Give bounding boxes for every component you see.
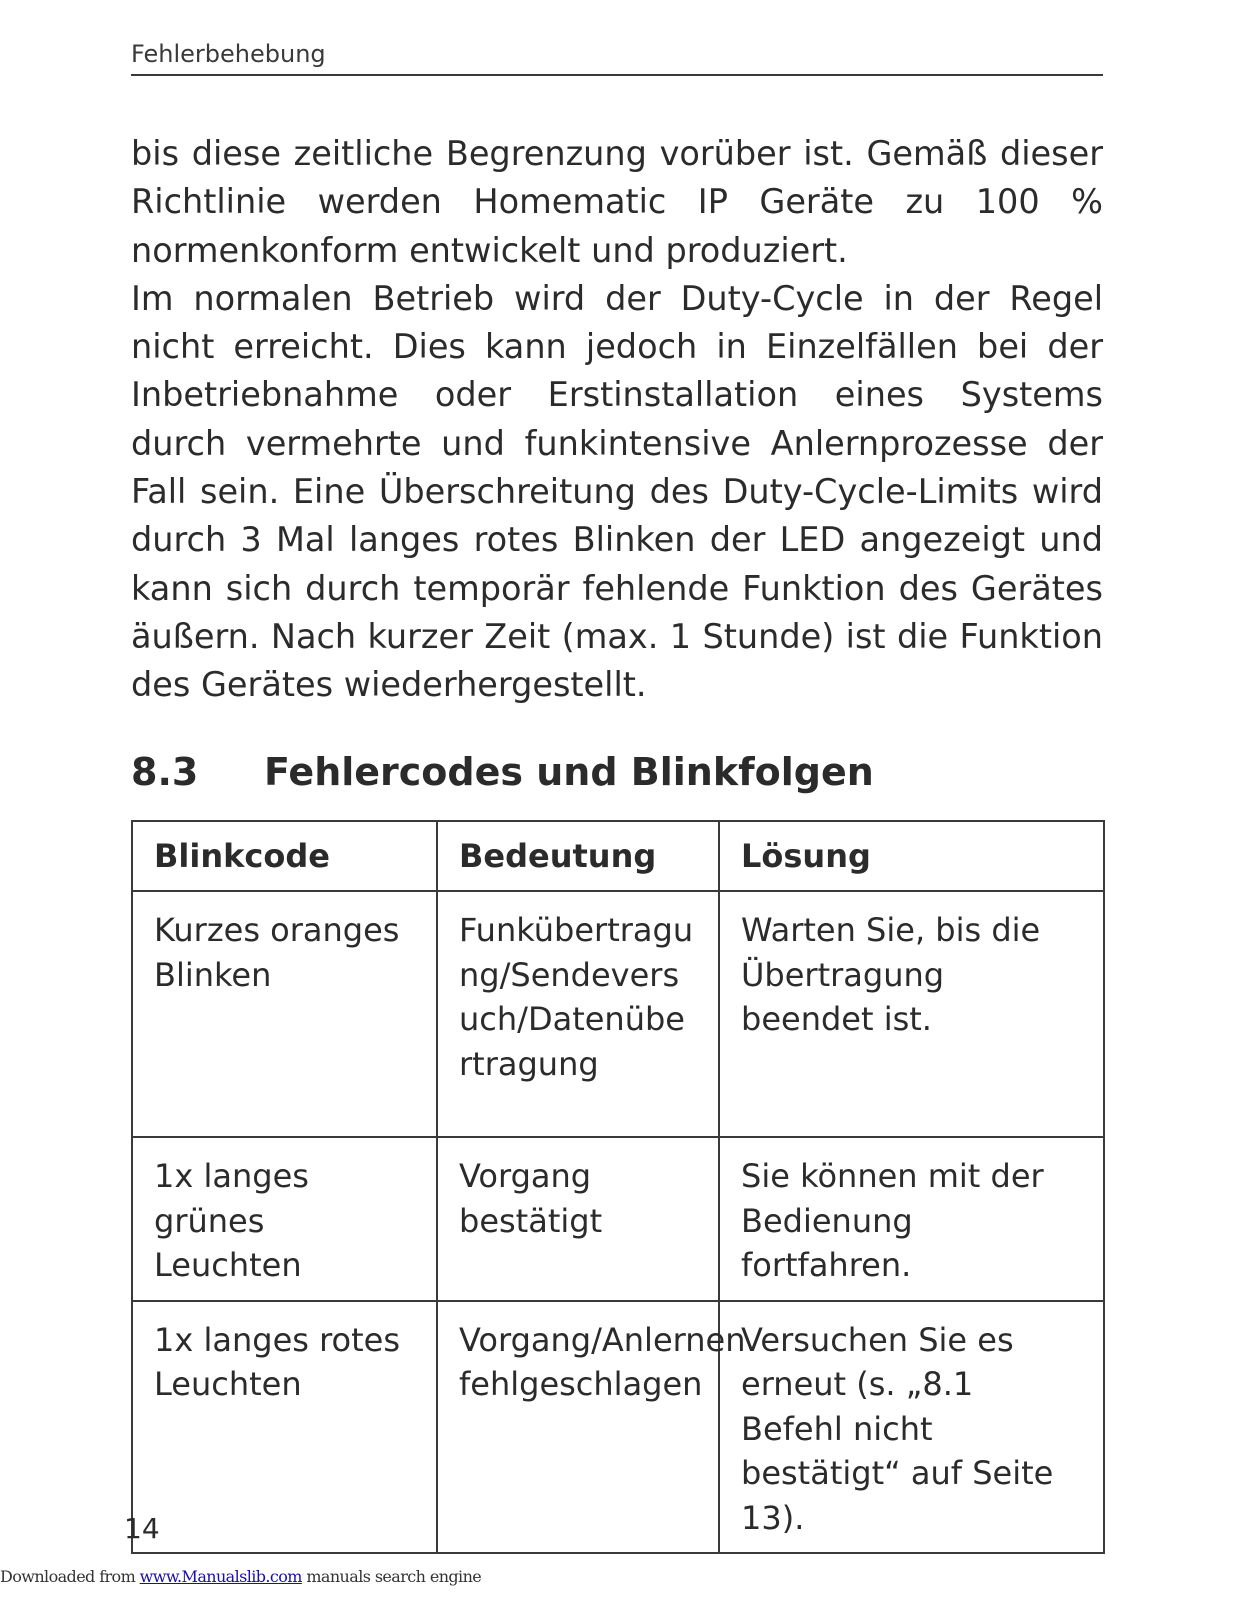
- column-header-blinkcode: Blinkcode: [132, 821, 437, 891]
- column-header-bedeutung: Bedeutung: [437, 821, 719, 891]
- download-suffix: manuals search engine: [301, 1567, 482, 1586]
- column-header-loesung: Lösung: [719, 821, 1104, 891]
- table-row: [132, 891, 1104, 1137]
- running-header-title: Fehlerbehebung: [131, 40, 326, 68]
- body-text: [131, 130, 1103, 710]
- cell-bedeutung-text: Funkübertragung/Sendeversuch/Datenübertragung: [459, 911, 694, 1083]
- cell-blinkcode: 1x langes grünes Leuchten: [132, 1137, 437, 1301]
- cell-bedeutung: Vorgang/Anlernen fehlgeschlagen: [437, 1301, 719, 1554]
- body-paragraph: Im normalen Betrieb wird der Duty-Cycle in der Regel nicht erreicht. Dies kann jedoch in Einzelfällen bei der Inbetriebnahme oder Erstinstallation eines Systems durch vermehrte und funkintensive Anlernprozesse der Fall sein. Eine Überschreitung des Duty-Cycle-Limits wird durch 3 Mal langes rotes Blinken der LED angezeigt und kann sich durch temporär fehlende Funktion des Gerätes äußern. Nach kurzer Zeit (max. 1 Stunde) ist die Funktion des Gerätes wiederhergestellt.: [131, 278, 1103, 705]
- cell-bedeutung: [437, 891, 719, 1137]
- cell-bedeutung: Vorgang bestätigt: [437, 1137, 719, 1301]
- running-header: [131, 42, 1103, 76]
- manualslib-link[interactable]: www.Manualslib.com: [139, 1567, 302, 1586]
- cell-loesung: Sie können mit der Bedienung fortfahren.: [719, 1137, 1104, 1301]
- blink-code-table: [131, 820, 1105, 1554]
- section-number: 8.3: [131, 750, 199, 794]
- section-title: Fehlercodes und Blinkfolgen: [264, 750, 874, 794]
- download-prefix: Downloaded from: [0, 1567, 140, 1586]
- cell-loesung: Versuchen Sie es erneut (s. „8.1 Befehl nicht bestätigt“ auf Seite 13).: [719, 1301, 1104, 1554]
- cell-blinkcode: 1x langes rotes Leuchten: [132, 1301, 437, 1554]
- table-row: [132, 1301, 1104, 1554]
- section-heading: [131, 750, 1103, 796]
- cell-loesung: Warten Sie, bis die Übertragung beendet ist.: [719, 891, 1104, 1137]
- table-row: [132, 1137, 1104, 1301]
- cell-blinkcode: Kurzes oranges Blinken: [132, 891, 437, 1137]
- download-footer: [0, 1567, 481, 1586]
- table-header-row: [132, 821, 1104, 891]
- body-paragraph: bis diese zeitliche Begrenzung vorüber ist. Gemäß dieser Richtlinie werden Homematic IP Geräte zu 100 % normenkonform entwickelt und produziert.: [131, 134, 1103, 270]
- page-number: 14: [124, 1512, 160, 1545]
